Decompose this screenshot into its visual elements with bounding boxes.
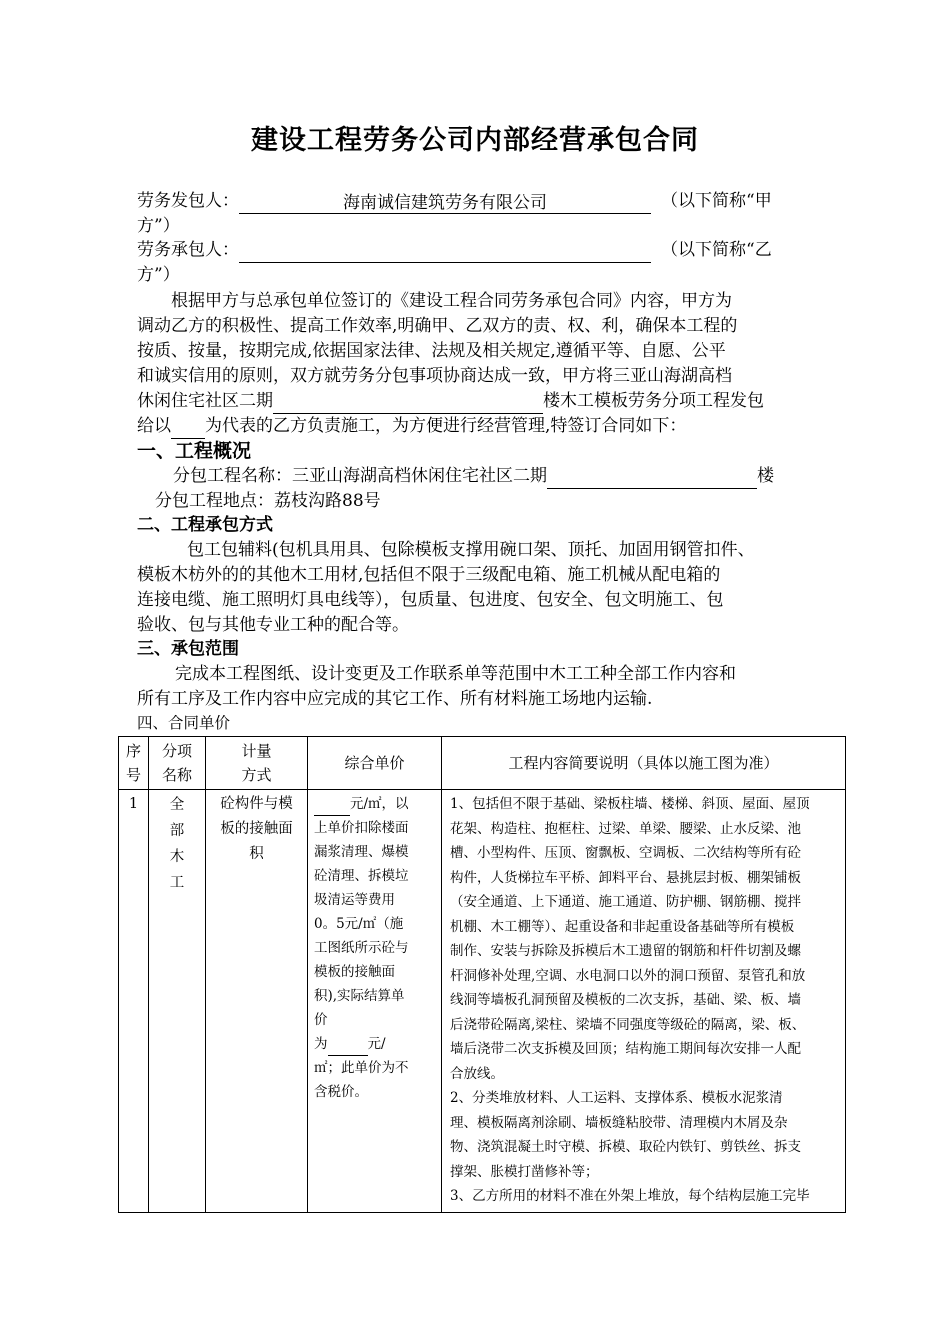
desc-line: 槽、小型构件、压顶、窗飘板、空调板、二次结构等所有砼 xyxy=(450,845,801,861)
row-name-char: 全 xyxy=(169,797,185,813)
desc-line: 机棚、木工棚等）、起重设备和非起重设备基础等所有模板 xyxy=(450,918,795,935)
price-line: ㎡；此单价为不 xyxy=(314,1060,409,1076)
section-4-heading: 四、合同单价 xyxy=(137,714,231,732)
header-item-2: 名称 xyxy=(161,766,192,784)
price-line: 砼清理、拆模垃 xyxy=(314,868,409,884)
s1-name-line xyxy=(137,464,827,489)
row-name-char: 部 xyxy=(169,823,185,839)
party-a-label: 劳务发包人： xyxy=(137,191,239,211)
desc-line: 1、包括但不限于基础、梁板柱墙、楼梯、斜顶、屋面、屋顶 xyxy=(450,796,810,812)
price-line: 含税价。 xyxy=(314,1084,368,1100)
row-name-char: 木 xyxy=(169,849,185,865)
header-measure xyxy=(206,737,308,790)
final-price-blank xyxy=(328,1039,368,1056)
desc-line: 花架、构造柱、抱框柱、过梁、单梁、腰梁、止水反梁、池 xyxy=(450,820,801,837)
desc-line: 合放线。 xyxy=(450,1065,504,1082)
party-b-line xyxy=(137,238,827,263)
price-text: 元/㎡，以 xyxy=(350,796,409,812)
intro-rep-prefix: 给以 xyxy=(137,416,171,436)
header-no-1: 序 xyxy=(125,742,141,760)
desc-line: 墙后浇带二次支拆模及回顶；结构施工期间每次安排一人配 xyxy=(450,1041,801,1057)
price-text: 为 xyxy=(314,1036,328,1052)
desc-line: 制作、安装与拆除及拆模后木工遗留的钢筋和杆件切割及螺 xyxy=(450,943,801,959)
intro-line-6 xyxy=(137,414,827,439)
header-price: 综合单价 xyxy=(308,737,442,790)
intro-line-3: 按质、按量，按期完成,依据国家法律、法规及相关规定,遵循平等、自愿、公平 xyxy=(137,341,726,361)
s1-name-suffix: 楼 xyxy=(757,466,774,486)
desc-line: 理、模板隔离剂涂刷、墙板缝粘胶带、清理模内木屑及杂 xyxy=(450,1114,788,1131)
intro-line-5 xyxy=(137,389,827,414)
row-measure xyxy=(206,790,308,1213)
section-2-heading: 二、工程承包方式 xyxy=(137,515,273,535)
price-line: 模板的接触面 xyxy=(314,964,395,980)
s3-line-2: 所有工序及工作内容中应完成的其它工作、所有材料施工场地内运输. xyxy=(137,689,653,709)
desc-line: 线洞等墙板孔洞预留及模板的二次支拆，基础、梁、板、墙 xyxy=(450,992,801,1008)
representative-blank xyxy=(171,422,205,439)
s2-line-4: 验收、包与其他专业工种的配合等。 xyxy=(137,615,409,635)
intro-project-suffix: 楼木工模板劳务分项工程发包 xyxy=(543,391,764,411)
header-no-2: 号 xyxy=(125,766,141,784)
unit-price-table xyxy=(118,736,846,1213)
price-line: 工图纸所示砼与 xyxy=(314,940,409,956)
price-line: 漏浆清理、爆模 xyxy=(314,844,409,860)
document-title: 建设工程劳务公司内部经营承包合同 xyxy=(251,125,699,156)
header-desc: 工程内容简要说明（具体以施工图为准） xyxy=(442,737,846,790)
price-line: 价 xyxy=(314,1012,328,1028)
building-number-blank xyxy=(273,397,543,414)
party-a-value: 海南诚信建筑劳务有限公司 xyxy=(239,191,651,214)
price-line: 圾清运等费用 xyxy=(314,892,395,908)
row-desc xyxy=(442,790,846,1213)
desc-line: 撑架、胀模打凿修补等； xyxy=(450,1163,599,1180)
desc-line: 杆洞修补处理,空调、水电洞口以外的洞口预留、泵管孔和放 xyxy=(450,967,806,984)
s2-line-3: 连接电缆、施工照明灯具电线等），包质量、包进度、包安全、包文明施工、包 xyxy=(137,590,724,610)
desc-line: （安全通道、上下通道、施工通道、防护棚、钢筋棚、搅拌 xyxy=(450,894,801,910)
intro-project-prefix: 休闲住宅社区二期 xyxy=(137,391,273,411)
party-a-suffix: （以下简称“甲 xyxy=(661,191,772,211)
intro-line-4: 和诚实信用的原则，双方就劳务分包事项协商达成一致，甲方将三亚山海湖高档 xyxy=(137,366,732,386)
price-line: 上单价扣除楼面 xyxy=(314,820,409,836)
s1-location: 分包工程地点：荔枝沟路88号 xyxy=(155,491,381,511)
party-b-value xyxy=(239,240,651,263)
table-row xyxy=(119,790,846,1213)
desc-line: 2、分类堆放材料、人工运料、支撑体系、模板水泥浆清 xyxy=(450,1090,783,1106)
intro-line-1: 根据甲方与总承包单位签订的《建设工程合同劳务承包合同》内容，甲方为 xyxy=(171,291,732,311)
party-a-wrap: 方”） xyxy=(137,216,180,236)
row-name-char: 工 xyxy=(169,875,185,891)
party-b-label: 劳务承包人： xyxy=(137,240,239,260)
desc-line: 后浇带砼隔离,梁柱、梁墙不同强度等级砼的隔离，梁、板、 xyxy=(450,1016,806,1033)
row-price xyxy=(308,790,442,1213)
price-line xyxy=(314,792,438,816)
price-line: 0。5元/㎡（施 xyxy=(314,916,404,932)
intro-line-2: 调动乙方的积极性、提高工作效率,明确甲、乙双方的责、权、利，确保本工程的 xyxy=(137,316,738,336)
party-a-line xyxy=(137,189,827,214)
price-blank xyxy=(314,799,350,816)
s1-building-blank xyxy=(547,472,757,489)
party-b-wrap: 方”） xyxy=(137,265,180,285)
desc-line: 构件，人货梯拉车平桥、卸料平台、悬挑层封板、棚架铺板 xyxy=(450,869,801,886)
price-text: 元/ xyxy=(367,1036,386,1052)
row-no: 1 xyxy=(119,790,149,1213)
header-measure-1: 计量 xyxy=(241,742,272,760)
s1-project-name: 分包工程名称：三亚山海湖高档休闲住宅社区二期 xyxy=(173,466,547,486)
s2-line-2: 模板木枋外的的其他木工用材,包括但不限于三级配电箱、施工机械从配电箱的 xyxy=(137,565,721,585)
price-line: 积),实际结算单 xyxy=(314,988,405,1004)
desc-line: 3、乙方所用的材料不准在外架上堆放，每个结构层施工完毕 xyxy=(450,1188,810,1204)
row-name xyxy=(149,790,206,1213)
row-measure-line: 板的接触面 xyxy=(220,821,293,837)
s3-line-1: 完成本工程图纸、设计变更及工作联系单等范围中木工工种全部工作内容和 xyxy=(175,664,736,684)
desc-line: 物、浇筑混凝土时守模、拆模、取砼内铁钉、剪铁丝、拆支 xyxy=(450,1139,801,1155)
party-b-suffix: （以下简称“乙 xyxy=(661,240,772,260)
table-header-row xyxy=(119,737,846,790)
header-item-1: 分项 xyxy=(161,742,192,760)
price-line xyxy=(314,1032,438,1056)
row-measure-line: 积 xyxy=(249,846,264,862)
section-1-heading: 一、工程概况 xyxy=(137,440,252,462)
intro-rep-suffix: 为代表的乙方负责施工，为方便进行经营管理,特签订合同如下： xyxy=(205,416,687,436)
header-measure-2: 方式 xyxy=(241,766,272,784)
s2-line-1: 包工包辅料(包机具用具、包除模板支撑用碗口架、顶托、加固用钢管扣件、 xyxy=(187,540,755,560)
header-no xyxy=(119,737,149,790)
header-item xyxy=(149,737,206,790)
section-3-heading: 三、承包范围 xyxy=(137,639,239,659)
row-measure-line: 砼构件与模 xyxy=(220,796,293,812)
